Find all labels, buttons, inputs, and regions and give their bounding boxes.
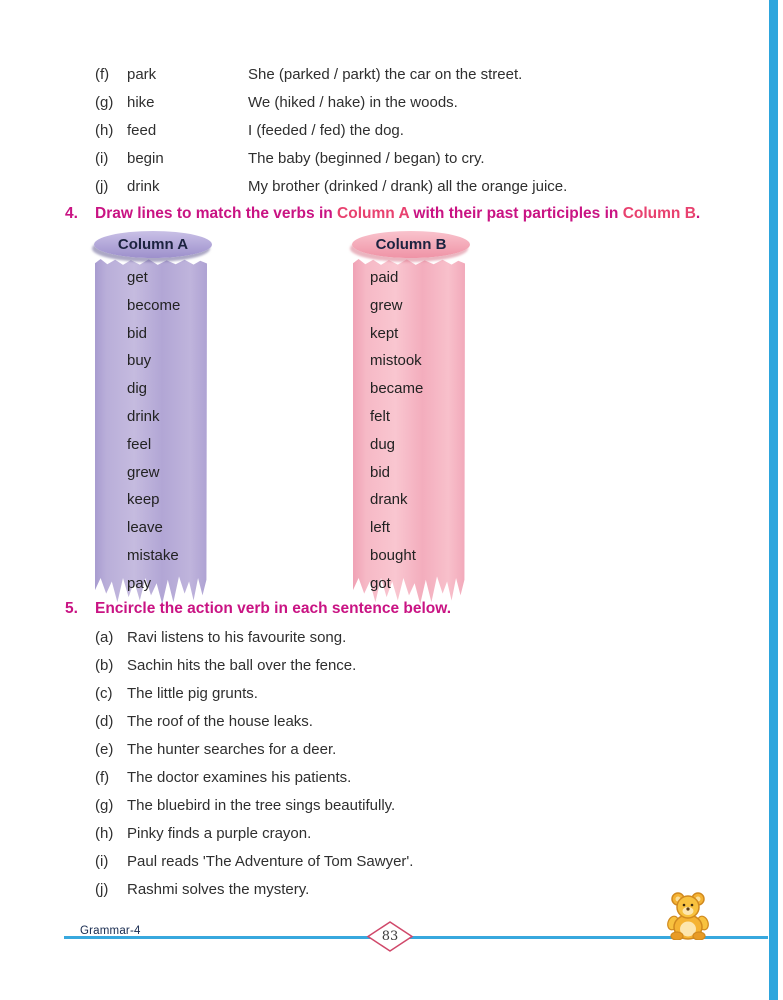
item-label: (h) bbox=[95, 122, 114, 139]
sentence-row bbox=[95, 629, 760, 651]
column-a-word-list bbox=[127, 264, 227, 598]
column-b-word: paid bbox=[370, 269, 399, 286]
item-label: (i) bbox=[95, 853, 109, 870]
sentence-row bbox=[95, 797, 760, 819]
column-a-word: feel bbox=[127, 435, 152, 453]
heading-text: with their past participles in bbox=[409, 205, 623, 222]
column-a-word: keep bbox=[127, 491, 160, 509]
column-b-word-list bbox=[370, 264, 470, 598]
page-number-badge bbox=[366, 920, 414, 953]
item-label: (j) bbox=[95, 881, 109, 898]
item-verb: park bbox=[127, 66, 157, 83]
item-sentence: The roof of the house leaks. bbox=[127, 713, 313, 730]
question-number: 5. bbox=[65, 600, 78, 617]
item-label: (a) bbox=[95, 629, 114, 646]
page-number: 83 bbox=[381, 929, 399, 944]
item-label: (f) bbox=[95, 66, 110, 83]
item-label: (g) bbox=[95, 94, 114, 111]
item-label: (f) bbox=[95, 769, 110, 786]
question-text bbox=[95, 205, 755, 223]
item-sentence: Ravi listens to his favourite song. bbox=[127, 629, 347, 646]
sentence-row bbox=[95, 657, 760, 679]
item-sentence: Sachin hits the ball over the fence. bbox=[127, 657, 357, 674]
sentence-row bbox=[95, 853, 760, 875]
column-a-word: dig bbox=[127, 380, 148, 398]
item-sentence: I (feeded / fed) the dog. bbox=[248, 122, 404, 139]
column-b-word: drank bbox=[370, 491, 408, 509]
item-label: (g) bbox=[95, 797, 114, 814]
item-label: (c) bbox=[95, 685, 113, 702]
sentence-row bbox=[95, 825, 760, 847]
verb-practice-row bbox=[95, 66, 760, 88]
sentence-row bbox=[95, 741, 760, 763]
verb-practice-row bbox=[95, 94, 760, 116]
item-sentence: Rashmi solves the mystery. bbox=[127, 881, 310, 898]
column-b-word: got bbox=[370, 574, 391, 592]
keyword-column-b: Column B bbox=[622, 205, 696, 222]
item-sentence: The hunter searches for a deer. bbox=[127, 741, 337, 758]
column-a-header bbox=[94, 231, 212, 258]
column-b-word: grew bbox=[370, 296, 403, 314]
column-a-word: bid bbox=[127, 324, 148, 342]
teddy-bear-illustration bbox=[658, 890, 722, 940]
sentence-row bbox=[95, 769, 760, 791]
column-b-word: felt bbox=[370, 407, 391, 425]
item-sentence: She (parked / parkt) the car on the street. bbox=[248, 66, 523, 83]
column-b-word: mistook bbox=[370, 352, 422, 370]
item-label: (d) bbox=[95, 713, 114, 730]
column-a-word: mistake bbox=[127, 546, 179, 564]
item-sentence: My brother (drinked / drank) all the orange juice. bbox=[248, 178, 568, 195]
item-label: (e) bbox=[95, 741, 114, 758]
item-verb: hike bbox=[127, 94, 155, 111]
column-a-word: pay bbox=[127, 574, 152, 592]
column-b-word: bought bbox=[370, 546, 416, 564]
column-a-word: leave bbox=[127, 519, 163, 537]
column-b-word: kept bbox=[370, 324, 399, 342]
item-sentence: Paul reads 'The Adventure of Tom Sawyer'. bbox=[127, 853, 414, 870]
column-a-word: drink bbox=[127, 407, 160, 425]
page-edge-bar bbox=[769, 0, 778, 1000]
item-sentence: The little pig grunts. bbox=[127, 685, 258, 702]
question-text: Encircle the action verb in each sentence below. bbox=[95, 600, 452, 617]
item-sentence: Pinky finds a purple crayon. bbox=[127, 825, 312, 842]
column-b-header bbox=[352, 231, 470, 258]
verb-practice-row bbox=[95, 178, 760, 200]
verb-practice-row bbox=[95, 122, 760, 144]
item-verb: feed bbox=[127, 122, 157, 139]
teddy-bear-icon bbox=[658, 890, 722, 940]
column-a-header-label: Column A bbox=[117, 236, 189, 253]
item-verb: begin bbox=[127, 150, 164, 167]
question-number: 4. bbox=[65, 205, 78, 222]
item-sentence: We (hiked / hake) in the woods. bbox=[248, 94, 458, 111]
footer-book-title: Grammar-4 bbox=[80, 925, 141, 937]
column-a-word: buy bbox=[127, 352, 152, 370]
item-verb: drink bbox=[127, 178, 160, 195]
column-b-header-label: Column B bbox=[375, 236, 447, 253]
item-sentence: The doctor examines his patients. bbox=[127, 769, 352, 786]
column-b-word: left bbox=[370, 519, 391, 537]
heading-text: . bbox=[695, 205, 701, 222]
column-b-word: dug bbox=[370, 435, 396, 453]
heading-text: Draw lines to match the verbs in bbox=[95, 205, 338, 222]
column-a-word: become bbox=[127, 296, 181, 314]
keyword-column-a: Column A bbox=[337, 205, 410, 222]
sentence-row bbox=[95, 713, 760, 735]
item-label: (i) bbox=[95, 150, 109, 167]
item-label: (h) bbox=[95, 825, 114, 842]
column-b-word: became bbox=[370, 380, 424, 398]
item-label: (j) bbox=[95, 178, 109, 195]
column-a-word: grew bbox=[127, 463, 160, 481]
column-b-word: bid bbox=[370, 463, 391, 481]
sentence-row bbox=[95, 685, 760, 707]
item-sentence: The baby (beginned / began) to cry. bbox=[248, 150, 485, 167]
item-sentence: The bluebird in the tree sings beautifully. bbox=[127, 797, 396, 814]
item-label: (b) bbox=[95, 657, 114, 674]
column-a-word: get bbox=[127, 269, 148, 286]
verb-practice-row bbox=[95, 150, 760, 172]
